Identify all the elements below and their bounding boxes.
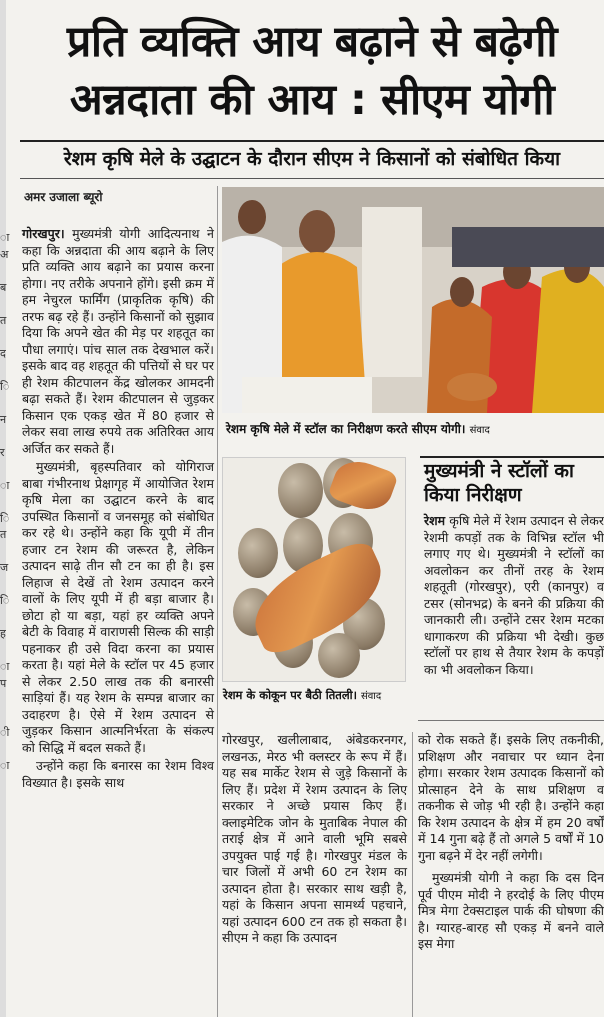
headline-line-1: प्रति व्यक्ति आय बढ़ाने से बढ़ेगी: [66, 17, 558, 67]
sidebar-body: कृषि मेले में रेशम उत्पादन से लेकर रेशमी कपड़ों तक के विभिन्न स्टॉल भी लगाए गए थे। मुख्यमंत्री ने स्टॉलों का अवलोकन कर तीनों तरह के रेशम शहतूती (गोरखपुर), एरी (कानपुर) व टसर (सोनभद्र) के बनने की प्रक्रिया की जानकारी ली। उन्होंने टसर रेशम मटका धागाकरण की प्रक्रिया भी देखी। कुछ स्टॉलों पर हाथ से तैयार रेशम के कपड़ों का भी अवलोकन किया।: [424, 513, 604, 677]
dateline: गोरखपुर।: [22, 226, 65, 241]
divider: [20, 178, 604, 179]
paragraph: मुख्यमंत्री योगी आदित्यनाथ ने कहा कि अन्नदाता की आय बढ़ाने के लिए प्रति व्यक्ति आय बढ़ाने का प्रयास करना होगा। नए तरीके अपनाने होंगे। इसी क्रम में हम नेचुरल फार्मिंग (प्राकृतिक कृषि) की तरफ बढ़ रहे हैं। उन्होंने किसानों को सुझाव दिया कि अपने खेत की मेड़ पर शहतूत का पौधा लगाएं। पांच साल तक देखभाल करें। इसके बाद वह शहतूत की पत्तियों से घर पर ही रेशम कीटपालन केंद्र खोलकर आमदनी बढ़ा सकते हैं। रेशम कीटपालन से जुड़कर किसान एक एकड़ खेत में 80 हजार से लेकर सवा लाख रुपये तक अतिरिक्त आय अर्जित कर सकते हैं।: [22, 226, 214, 456]
photo-caption: [223, 688, 413, 703]
photo-illustration: [222, 187, 604, 413]
caption-text: रेशम कृषि मेले में स्टॉल का निरीक्षण करते सीएम योगी।: [226, 422, 466, 436]
photo-cm-inspecting-stall: [222, 187, 604, 413]
column-rule: [412, 732, 413, 1017]
caption-source: संवाद: [360, 691, 382, 702]
sidebar-text: [424, 513, 604, 678]
sidebar-lead: रेशम: [424, 513, 446, 528]
article-column-2: [222, 732, 407, 1017]
box-divider: [420, 456, 604, 458]
subheadline: रेशम कृषि मेले के उद्घाटन के दौरान सीएम ने किसानों को संबोधित किया: [63, 148, 561, 170]
paragraph: गोरखपुर, खलीलाबाद, अंबेडकरनगर, लखनऊ, मेरठ भी क्लस्टर के रूप में हैं। यह सब मार्केट रेशम से जुड़े किसानों के लिए हैं। प्रदेश में रेशम उत्पादन के लिए सरकार ने अच्छे प्रयास किए हैं। क्लाइमेटिक जोन के मुताबिक नेपाल की तराई क्षेत्र में आने वाली भूमि सबसे उपयुक्त पाई गई है। गोरखपुर मंडल के चार जिलों में अभी 60 टन रेशम का उत्पादन होता है। सरकार साथ खड़ी है, यहां के किसान अपना सामर्थ्य पहचाने, यहां उत्पादन 600 टन तक हो सकता है। सीएम ने कहा कि उत्पादन: [222, 732, 407, 945]
byline: अमर उजाला ब्यूरो: [24, 190, 103, 204]
adjacent-column-fragments: ा अ ब त द ि न र ा ि त ज ि ह ा प ी ा: [0, 231, 10, 772]
paragraph: मुख्यमंत्री योगी ने कहा कि दस दिन पूर्व पीएम मोदी ने हरदोई के लिए पीएम मित्र मेगा टेक्सटाइल पार्क की घोषणा की है। ग्यारह-बारह सौ एकड़ में बनने वाले इस मेगा: [418, 870, 604, 951]
divider: [418, 720, 604, 721]
caption-text: रेशम के कोकून पर बैठी तितली।: [223, 688, 357, 702]
article-column-3: [418, 732, 604, 1017]
paragraph: मुख्यमंत्री, बृहस्पतिवार को योगिराज बाबा गंभीरनाथ प्रेक्षागृह में आयोजित रेशम कृषि मेला का उद्घाटन करने के बाद उपस्थित किसानों व जनसमूह को संबोधित कर रहे थे। उन्होंने कहा कि यूपी में तीन हजार टन रेशम की जरूरत है, लेकिन उत्पादन साढ़े तीन सौ टन का ही है। इस लिहाज से देखें तो रेशम उत्पादन करने वालों के लिए यूपी में ही बड़ा बाजार है। छोटा हो या बड़ा, यहां हर व्यक्ति अपने बेटी के विवाह में वाराणसी सिल्क की साड़ी पहनाकर ही उसे विदा करना का प्रयास करता है। यहां मेले के स्टॉल पर 45 हजार से लेकर 2.50 लाख तक की बनारसी साड़ियां हैं। यह रेशम के सम्पन्न बाजार का उदाहरण है। ऐसे में रेशम उत्पादन से जुड़कर किसान आत्मनिर्भरता के संकल्प को सिद्धि में बदल सकते हैं।: [22, 459, 214, 755]
divider: [20, 140, 604, 142]
headline-line-2: अन्नदाता की आय : सीएम योगी: [69, 75, 555, 125]
caption-source: संवाद: [469, 425, 490, 436]
article-column-1: [22, 226, 214, 1016]
photo-moth-on-cocoons: [222, 457, 406, 682]
sidebar-heading: मुख्यमंत्री ने स्टॉलों का किया निरीक्षण: [424, 460, 574, 506]
paragraph: उन्होंने कहा कि बनारस का रेशम विश्व विख्यात है। इसके साथ: [22, 758, 214, 790]
photo-caption: [226, 420, 604, 437]
column-rule: [217, 186, 218, 1017]
paragraph: को रोक सकते हैं। इसके लिए तकनीकी, प्रशिक्षण और नवाचार पर ध्यान देना होगा। सरकार रेशम उत्पादक किसानों को प्रोत्साहन देने के साथ प्रशिक्षण व तकनीक से जोड़ भी रही है। उन्होंने कहा कि रेशम उत्पादन के क्षेत्र में हम 20 वर्षों में 14 गुना बढ़े हैं तो अगले 5 वर्षों में 10 गुना बढ़ने में देर नहीं लगेगी।: [418, 732, 604, 863]
